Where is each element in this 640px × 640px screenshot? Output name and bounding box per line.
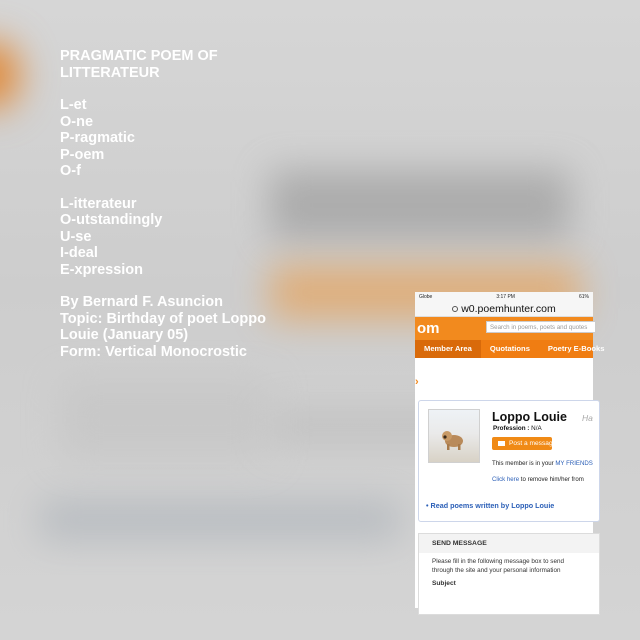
poem-line: E-xpression bbox=[60, 261, 143, 278]
tab-quotations[interactable]: Quotations bbox=[489, 344, 530, 353]
avatar bbox=[428, 409, 480, 463]
read-poems-link[interactable]: • Read poems written by Loppo Louie bbox=[426, 501, 555, 510]
poem-text bbox=[60, 48, 360, 360]
site-logo[interactable]: om bbox=[417, 320, 440, 337]
instruction-line: through the site and your personal information bbox=[432, 566, 561, 574]
post-message-label: Post a message bbox=[509, 440, 557, 447]
poem-line: O-utstandingly bbox=[60, 212, 163, 228]
poem-line: I-deal bbox=[60, 245, 98, 261]
tab-poetry-ebooks[interactable]: Poetry E-Books bbox=[547, 344, 605, 353]
post-message-button[interactable] bbox=[492, 437, 557, 450]
remove-text: to remove him/her from bbox=[520, 476, 584, 483]
credit-line: Form: Vertical Monocrostic bbox=[60, 343, 247, 360]
carrier-label: Globe bbox=[419, 293, 433, 300]
poem-line: L-itterateur bbox=[60, 195, 137, 212]
poem-line: L-et bbox=[60, 97, 87, 113]
profile-card bbox=[418, 400, 600, 522]
credit-line: By Bernard F. Asuncion bbox=[60, 294, 224, 310]
phone-screenshot bbox=[415, 292, 605, 608]
poem-line: P-ragmatic bbox=[60, 130, 135, 146]
nav-bar bbox=[415, 340, 605, 358]
send-message-heading: SEND MESSAGE bbox=[419, 534, 599, 553]
status-bar bbox=[415, 292, 593, 301]
battery-label: 61% bbox=[578, 293, 589, 300]
member-text: This member is in your bbox=[492, 460, 554, 467]
remove-friend-row bbox=[492, 476, 584, 483]
click-here-link[interactable]: Click here bbox=[492, 476, 520, 483]
address-bar[interactable] bbox=[415, 301, 593, 317]
poem-line: O-ne bbox=[60, 113, 94, 130]
tab-member-area[interactable]: Member Area bbox=[415, 340, 481, 358]
search-input[interactable]: Search in poems, poets and quotes bbox=[486, 321, 596, 333]
profession-value: N/A bbox=[531, 425, 542, 432]
poem-line: O-f bbox=[60, 163, 81, 179]
poem-title-line: LITTERATEUR bbox=[60, 64, 160, 81]
site-icon bbox=[452, 306, 458, 312]
credit-line: Topic: Birthday of poet Loppo bbox=[60, 310, 266, 327]
poem-title-line: PRAGMATIC POEM OF bbox=[60, 48, 218, 64]
profile-name: Loppo Louie bbox=[492, 410, 567, 424]
dog-icon bbox=[441, 428, 465, 450]
send-message-box bbox=[418, 533, 600, 615]
subject-label: Subject bbox=[432, 580, 456, 587]
url-text: w0.poemhunter.com bbox=[461, 302, 556, 315]
credit-line: Louie (January 05) bbox=[60, 327, 189, 343]
send-message-instructions bbox=[419, 553, 599, 575]
poem-line: U-se bbox=[60, 228, 92, 245]
poem-line: P-oem bbox=[60, 146, 105, 163]
profession-row bbox=[493, 425, 542, 432]
clock-label: 3:17 PM bbox=[496, 293, 515, 300]
name-hint: Ha bbox=[582, 413, 593, 423]
member-status bbox=[492, 460, 593, 467]
site-header bbox=[415, 317, 593, 340]
read-poems-label: Read poems written by Loppo Louie bbox=[430, 501, 555, 510]
envelope-icon bbox=[498, 441, 505, 446]
my-friends-link[interactable]: MY FRIENDS bbox=[555, 460, 593, 467]
chevron-right-icon: › bbox=[415, 376, 419, 388]
profession-label: Profession : bbox=[493, 425, 530, 432]
instruction-line: Please fill in the following message box to send bbox=[432, 558, 564, 565]
